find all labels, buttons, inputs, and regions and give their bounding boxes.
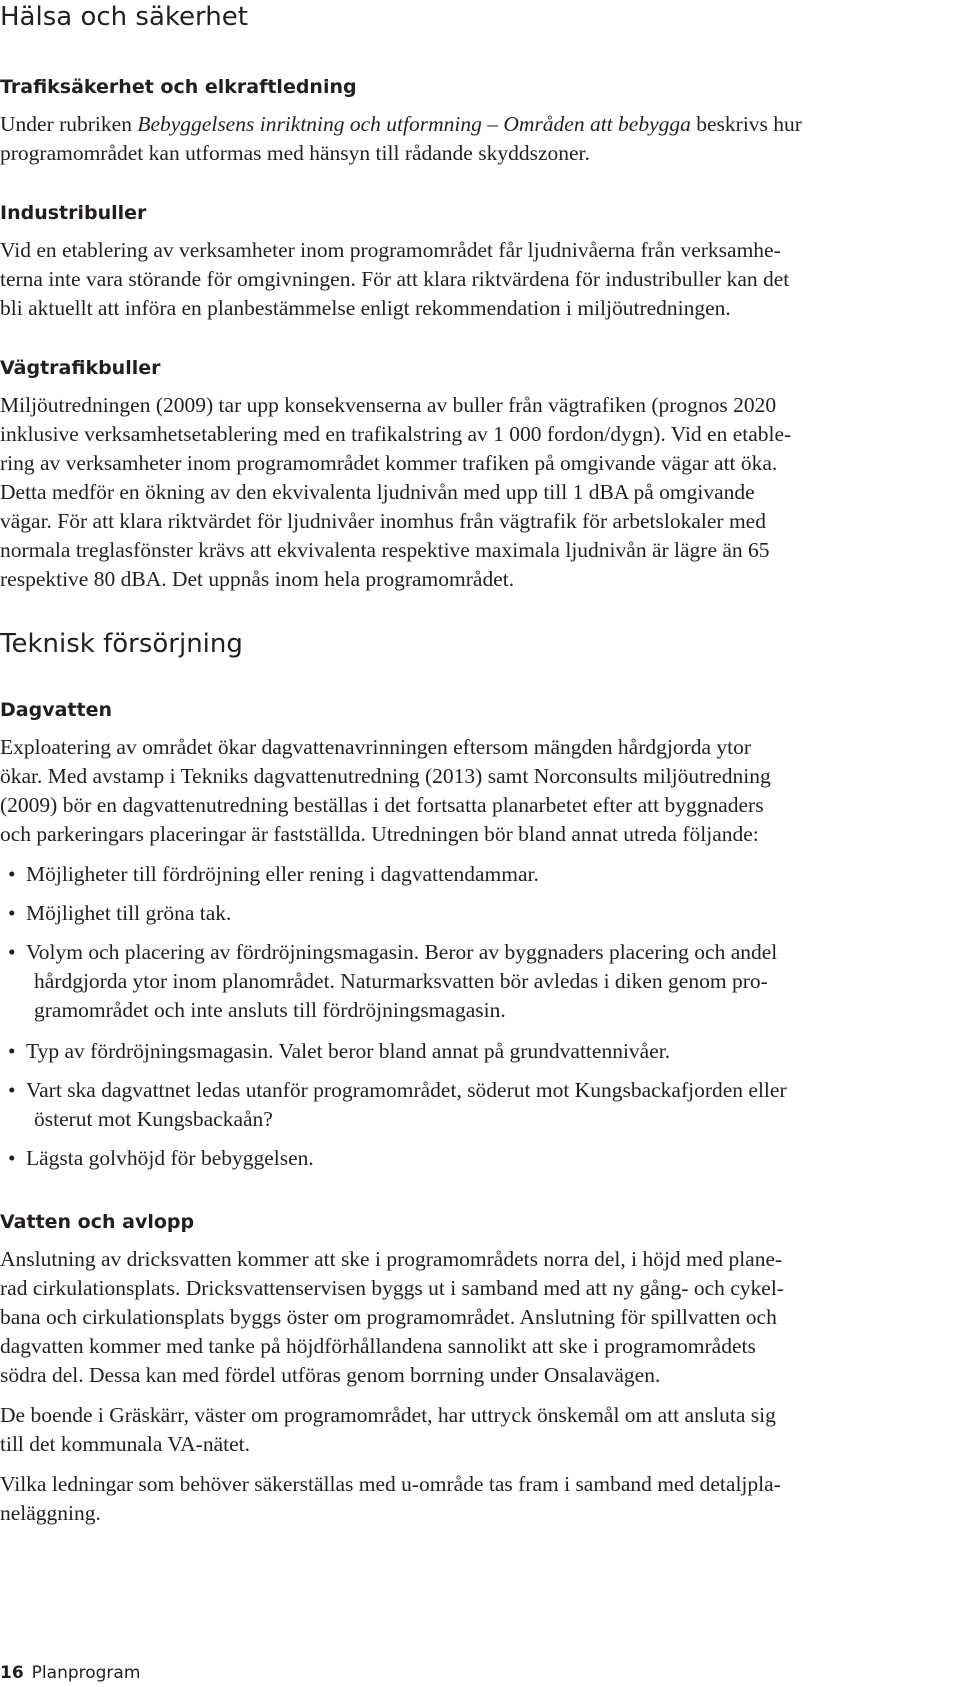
bullet-marker: •	[8, 940, 16, 964]
page-number: 16	[0, 1663, 24, 1683]
paragraph-line: (2009) bör en dagvattenutredning beställas i det fortsatta planarbetet efter att byggnaders	[0, 793, 764, 817]
list-item: Möjligheter till fördröjning eller rening i dagvattendammar.	[26, 862, 539, 886]
paragraph-line: Detta medför en ökning av den ekvivalenta ljudnivån med upp till 1 dBA på omgivande	[0, 480, 755, 504]
heading-dagvatten: Dagvatten	[0, 699, 112, 721]
list-item: Vart ska dagvattnet ledas utanför programområdet, söderut mot Kungsbackafjorden eller	[26, 1078, 787, 1102]
paragraph-line: terna inte vara störande för omgivningen. För att klara riktvärdena för industribuller kan det	[0, 267, 790, 291]
paragraph-line: bli aktuellt att införa en planbestämmelse enligt rekommendation i miljöutredningen.	[0, 296, 731, 320]
paragraph-line: till det kommunala VA-nätet.	[0, 1432, 251, 1456]
list-item-continuation: gramområdet och inte ansluts till fördröjningsmagasin.	[34, 998, 506, 1022]
section-title-halsa: Hälsa och säkerhet	[0, 2, 248, 32]
italic-reference: Bebyggelsens inriktning och utformning – Områden att bebygga	[137, 112, 691, 136]
bullet-marker: •	[8, 862, 16, 886]
paragraph-line: Anslutning av dricksvatten kommer att ske i programområdets norra del, i höjd med plane-	[0, 1247, 783, 1271]
paragraph-line: rad cirkulationsplats. Dricksvattenservisen byggs ut i samband med att ny gång- och cykel-	[0, 1276, 784, 1300]
paragraph-line: De boende i Gräskärr, väster om programområdet, har uttryck önskemål om att ansluta sig	[0, 1403, 776, 1427]
bullet-marker: •	[8, 1039, 16, 1063]
list-item: Volym och placering av fördröjningsmagasin. Beror av byggnaders placering och andel	[26, 940, 778, 964]
paragraph-line: vägar. För att klara riktvärdet för ljudnivåer inomhus från vägtrafik för arbetslokaler med	[0, 509, 766, 533]
paragraph-line: södra del. Dessa kan med fördel utföras genom borrning under Onsalavägen.	[0, 1363, 661, 1387]
footer-label: Planprogram	[31, 1663, 141, 1683]
paragraph-line: Under rubriken Bebyggelsens inriktning och utformning – Områden att bebygga beskrivs hur	[0, 112, 802, 136]
paragraph-line: Vid en etablering av verksamheter inom programområdet får ljudnivåerna från verksamhe-	[0, 238, 781, 262]
heading-trafiksakerhet: Trafiksäkerhet och elkraftledning	[0, 76, 357, 98]
paragraph-line: ring av verksamheter inom programområdet kommer trafiken på omgivande vägar att öka.	[0, 451, 778, 475]
paragraph-line: ökar. Med avstamp i Tekniks dagvattenutredning (2013) samt Norconsults miljöutredning	[0, 764, 771, 788]
paragraph-line: och parkeringars placeringar är fastställda. Utredningen bör bland annat utreda följande:	[0, 822, 759, 846]
bullet-marker: •	[8, 901, 16, 925]
heading-industribuller: Industribuller	[0, 202, 147, 224]
paragraph-line: inklusive verksamhetsetablering med en trafikalstring av 1 000 fordon/dygn). Vid en etable-	[0, 422, 792, 446]
bullet-marker: •	[8, 1146, 16, 1170]
heading-vatten-avlopp: Vatten och avlopp	[0, 1211, 195, 1233]
list-item-continuation: österut mot Kungsbackaån?	[34, 1107, 273, 1131]
paragraph-line: bana och cirkulationsplats byggs öster om programområdet. Anslutning för spillvatten och	[0, 1305, 777, 1329]
heading-vagtrafikbuller: Vägtrafikbuller	[0, 357, 161, 379]
paragraph-line: neläggning.	[0, 1501, 101, 1525]
bullet-marker: •	[8, 1078, 16, 1102]
paragraph-line: dagvatten kommer med tanke på höjdförhållandena sannolikt att ske i programområdets	[0, 1334, 756, 1358]
paragraph-line: Miljöutredningen (2009) tar upp konsekvenserna av buller från vägtrafiken (prognos 2020	[0, 393, 777, 417]
section-title-teknisk: Teknisk försörjning	[0, 629, 243, 659]
paragraph-line: Exploatering av området ökar dagvattenavrinningen eftersom mängden hårdgjorda ytor	[0, 735, 752, 759]
paragraph-line: Vilka ledningar som behöver säkerställas med u-område tas fram i samband med detaljpla-	[0, 1472, 781, 1496]
paragraph-line: normala treglasfönster krävs att ekvivalenta respektive maximala ljudnivån är lägre än 65	[0, 538, 770, 562]
list-item-continuation: hårdgjorda ytor inom planområdet. Naturmarksvatten bör avledas i diken genom pro-	[34, 969, 768, 993]
list-item: Lägsta golvhöjd för bebyggelsen.	[26, 1146, 314, 1170]
paragraph-line: programområdet kan utformas med hänsyn till rådande skyddszoner.	[0, 141, 590, 165]
page-footer	[0, 1663, 140, 1683]
list-item: Möjlighet till gröna tak.	[26, 901, 232, 925]
list-item: Typ av fördröjningsmagasin. Valet beror bland annat på grundvattennivåer.	[26, 1039, 671, 1063]
paragraph-line: respektive 80 dBA. Det uppnås inom hela programområdet.	[0, 567, 515, 591]
